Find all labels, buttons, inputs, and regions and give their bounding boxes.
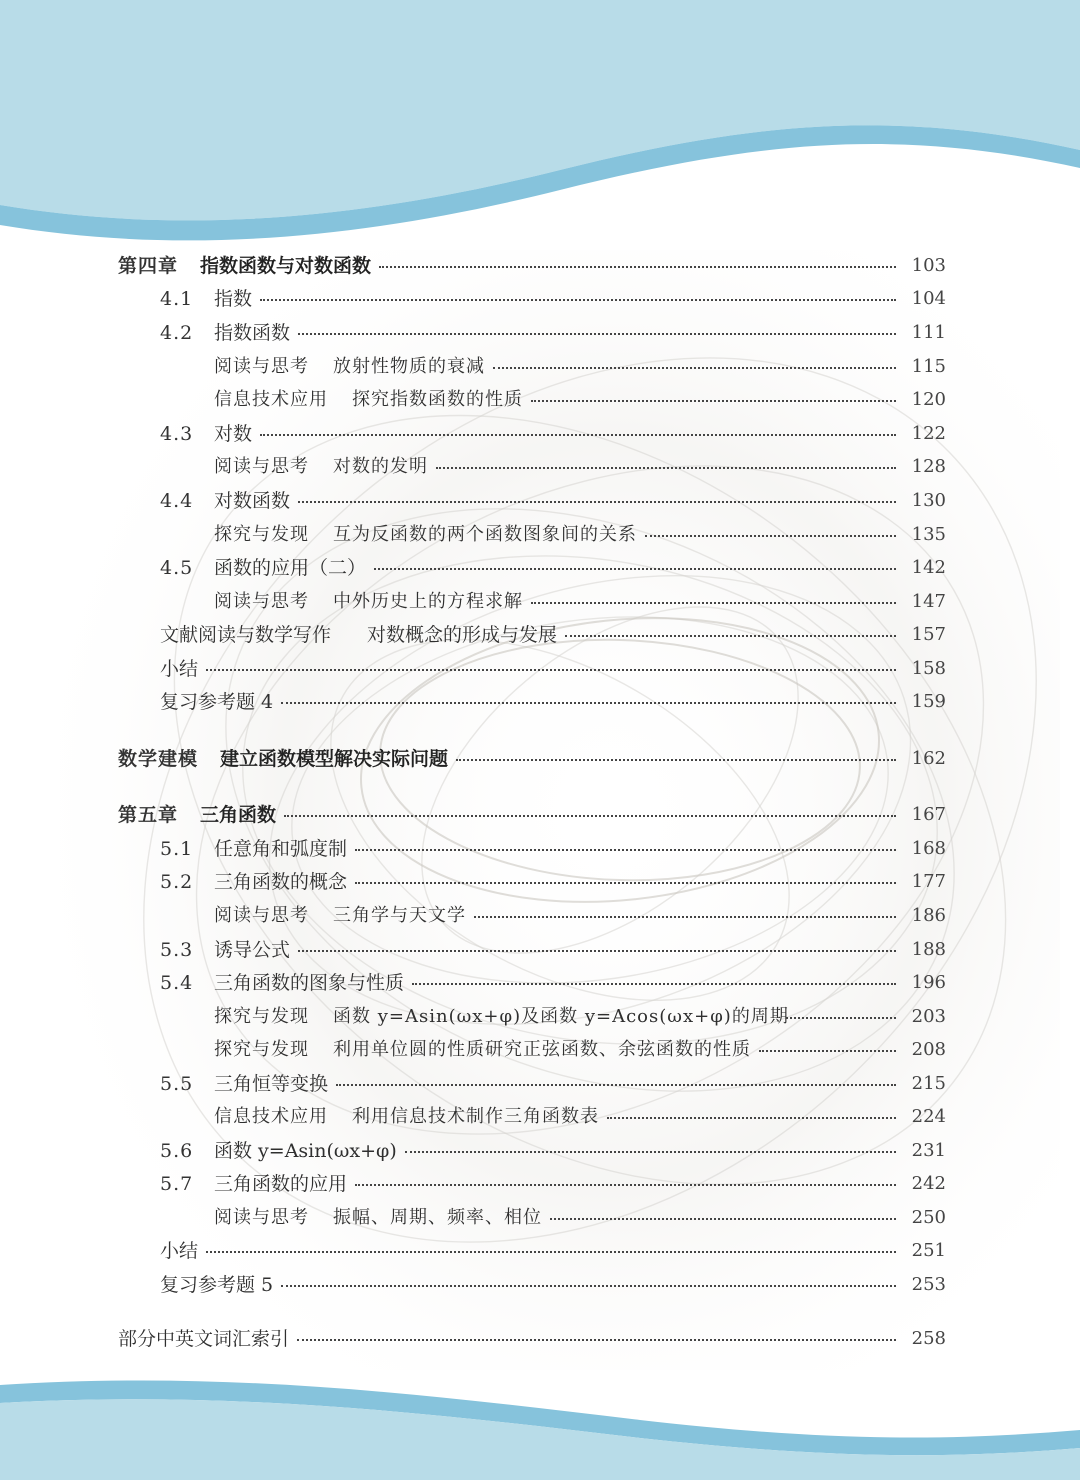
entry-title: 函数 y=Asin(ωx+φ) xyxy=(214,1140,397,1162)
toc-entry[interactable] xyxy=(0,585,1080,619)
section-number: 4.5 xyxy=(160,557,194,579)
toc-entry[interactable] xyxy=(0,685,1080,719)
section-number: 5.5 xyxy=(160,1073,194,1095)
entry-title: 三角函数的图象与性质 xyxy=(214,972,405,994)
toc-entry[interactable] xyxy=(0,316,1080,350)
dot-leader xyxy=(607,1117,896,1119)
entry-title: 诱导公式 xyxy=(214,939,291,961)
chapter-number: 第五章 xyxy=(118,804,179,826)
page-number: 258 xyxy=(911,1328,946,1349)
dot-leader xyxy=(260,434,896,436)
entry-title: 三角学与天文学 xyxy=(333,905,467,926)
entry-label: 文献阅读与数学写作 xyxy=(160,624,332,646)
dot-leader xyxy=(456,759,896,761)
entry-title: 对数的发明 xyxy=(333,456,429,477)
toc-entry[interactable] xyxy=(0,417,1080,451)
entry-title: 任意角和弧度制 xyxy=(214,838,348,860)
sub-entry-label: 探究与发现 xyxy=(214,1006,309,1027)
page-number: 177 xyxy=(911,871,946,892)
page-number: 215 xyxy=(911,1073,946,1094)
page-number: 130 xyxy=(911,490,946,511)
entry-title: 探究指数函数的性质 xyxy=(352,389,524,410)
page-number: 242 xyxy=(911,1173,946,1194)
dot-leader xyxy=(298,501,896,503)
sub-entry-label: 信息技术应用 xyxy=(214,389,328,410)
toc-entry[interactable] xyxy=(0,484,1080,518)
toc-entry[interactable] xyxy=(0,1067,1080,1101)
toc-entry[interactable] xyxy=(0,282,1080,316)
dot-leader xyxy=(405,1151,896,1153)
section-number: 5.6 xyxy=(160,1140,194,1162)
entry-title: 小结 xyxy=(160,1240,199,1262)
dot-leader xyxy=(298,333,896,335)
toc-entry[interactable] xyxy=(0,551,1080,585)
entry-title: 指数 xyxy=(214,288,253,310)
toc-entry[interactable] xyxy=(0,798,1080,832)
entry-title: 三角函数 xyxy=(200,804,277,826)
dot-leader xyxy=(412,983,896,985)
section-number: 5.7 xyxy=(160,1173,194,1195)
dot-leader xyxy=(336,1084,896,1086)
toc-entry[interactable] xyxy=(0,1322,1080,1356)
dot-leader xyxy=(281,1285,896,1287)
page-number: 128 xyxy=(911,456,946,477)
entry-title: 建立函数模型解决实际问题 xyxy=(220,748,449,770)
page-number: 158 xyxy=(911,658,946,679)
dot-leader xyxy=(355,849,896,851)
toc-entry[interactable] xyxy=(0,933,1080,967)
toc-entry[interactable] xyxy=(0,899,1080,933)
dot-leader xyxy=(493,367,896,369)
toc-entry[interactable] xyxy=(0,966,1080,1000)
toc-entry[interactable] xyxy=(0,1201,1080,1235)
page-number: 147 xyxy=(911,591,946,612)
page-number: 104 xyxy=(911,288,946,309)
dot-leader xyxy=(297,1339,896,1341)
dot-leader xyxy=(260,299,896,301)
entry-title: 部分中英文词汇索引 xyxy=(118,1328,290,1350)
dot-leader xyxy=(206,1251,896,1253)
entry-title: 对数概念的形成与发展 xyxy=(367,624,558,646)
page-number: 142 xyxy=(911,557,946,578)
section-number: 5.1 xyxy=(160,838,194,860)
section-number: 4.1 xyxy=(160,288,194,310)
entry-title: 中外历史上的方程求解 xyxy=(333,591,524,612)
entry-title: 放射性物质的衰减 xyxy=(333,356,486,377)
entry-title: 复习参考题 5 xyxy=(160,1274,274,1296)
page-number: 188 xyxy=(911,939,946,960)
section-number: 5.3 xyxy=(160,939,194,961)
page-number: 120 xyxy=(911,389,946,410)
page-number: 208 xyxy=(911,1039,946,1060)
page-number: 224 xyxy=(911,1106,946,1127)
toc-entry[interactable] xyxy=(0,742,1080,776)
sub-entry-label: 阅读与思考 xyxy=(214,356,309,377)
page-number: 253 xyxy=(911,1274,946,1295)
entry-title: 互为反函数的两个函数图象间的关系 xyxy=(333,524,638,545)
entry-title: 函数 y=Asin(ωx+φ)及函数 y=Acos(ωx+φ)的周期 xyxy=(333,1006,789,1027)
dot-leader xyxy=(531,400,896,402)
dot-leader xyxy=(355,1184,896,1186)
dot-leader xyxy=(759,1050,896,1052)
entry-title: 利用信息技术制作三角函数表 xyxy=(352,1106,600,1127)
toc-entry[interactable] xyxy=(0,865,1080,899)
dot-leader xyxy=(379,266,896,268)
entry-title: 小结 xyxy=(160,658,199,680)
toc-entry[interactable] xyxy=(0,1033,1080,1067)
dot-leader xyxy=(786,1017,896,1019)
entry-title: 三角函数的应用 xyxy=(214,1173,348,1195)
page-number: 203 xyxy=(911,1006,946,1027)
entry-title: 三角函数的概念 xyxy=(214,871,348,893)
dot-leader xyxy=(565,635,896,637)
dot-leader xyxy=(436,467,896,469)
page-number: 231 xyxy=(911,1140,946,1161)
sub-entry-label: 探究与发现 xyxy=(214,1039,309,1060)
page-number: 167 xyxy=(911,804,946,825)
toc-entry[interactable] xyxy=(0,1100,1080,1134)
dot-leader xyxy=(298,950,896,952)
section-number: 4.3 xyxy=(160,423,194,445)
sub-entry-label: 信息技术应用 xyxy=(214,1106,328,1127)
sub-entry-label: 阅读与思考 xyxy=(214,905,309,926)
dot-leader xyxy=(206,669,896,671)
dot-leader xyxy=(281,702,896,704)
page-number: 159 xyxy=(911,691,946,712)
toc-entry[interactable] xyxy=(0,1268,1080,1302)
toc-entry[interactable] xyxy=(0,618,1080,652)
dot-leader xyxy=(531,602,896,604)
chapter-number: 数学建模 xyxy=(118,748,199,770)
entry-title: 指数函数 xyxy=(214,322,291,344)
dot-leader xyxy=(550,1218,896,1220)
sub-entry-label: 阅读与思考 xyxy=(214,1207,309,1228)
page-number: 122 xyxy=(911,423,946,444)
toc-entry[interactable] xyxy=(0,383,1080,417)
dot-leader xyxy=(374,568,896,570)
page-number: 250 xyxy=(911,1207,946,1228)
page-number: 157 xyxy=(911,624,946,645)
toc-entry[interactable] xyxy=(0,832,1080,866)
toc-entry[interactable] xyxy=(0,350,1080,384)
page-number: 111 xyxy=(911,322,946,343)
page-number: 115 xyxy=(911,356,946,377)
page-number: 186 xyxy=(911,905,946,926)
toc-entry[interactable] xyxy=(0,1167,1080,1201)
entry-title: 指数函数与对数函数 xyxy=(200,255,372,277)
toc-entry[interactable] xyxy=(0,249,1080,283)
dot-leader xyxy=(474,916,896,918)
toc-entry[interactable] xyxy=(0,518,1080,552)
page-number: 168 xyxy=(911,838,946,859)
page-number: 251 xyxy=(911,1240,946,1261)
toc-entry[interactable] xyxy=(0,450,1080,484)
page-number: 162 xyxy=(911,748,946,769)
section-number: 5.4 xyxy=(160,972,194,994)
sub-entry-label: 阅读与思考 xyxy=(214,456,309,477)
section-number: 4.2 xyxy=(160,322,194,344)
page-number: 103 xyxy=(911,255,946,276)
sub-entry-label: 探究与发现 xyxy=(214,524,309,545)
section-number: 5.2 xyxy=(160,871,194,893)
chapter-number: 第四章 xyxy=(118,255,179,277)
dot-leader xyxy=(645,535,896,537)
entry-title: 三角恒等变换 xyxy=(214,1073,329,1095)
toc-entry[interactable] xyxy=(0,1000,1080,1034)
toc-entry[interactable] xyxy=(0,1234,1080,1268)
entry-title: 复习参考题 4 xyxy=(160,691,274,713)
entry-title: 对数函数 xyxy=(214,490,291,512)
page-number: 196 xyxy=(911,972,946,993)
entry-title: 对数 xyxy=(214,423,253,445)
toc-entry[interactable] xyxy=(0,1134,1080,1168)
section-number: 4.4 xyxy=(160,490,194,512)
sub-entry-label: 阅读与思考 xyxy=(214,591,309,612)
dot-leader xyxy=(284,815,896,817)
entry-title: 函数的应用（二） xyxy=(214,557,367,579)
dot-leader xyxy=(355,882,896,884)
toc-entry[interactable] xyxy=(0,652,1080,686)
page-number: 135 xyxy=(911,524,946,545)
entry-title: 振幅、周期、频率、相位 xyxy=(333,1207,543,1228)
entry-title: 利用单位圆的性质研究正弦函数、余弦函数的性质 xyxy=(333,1039,752,1060)
